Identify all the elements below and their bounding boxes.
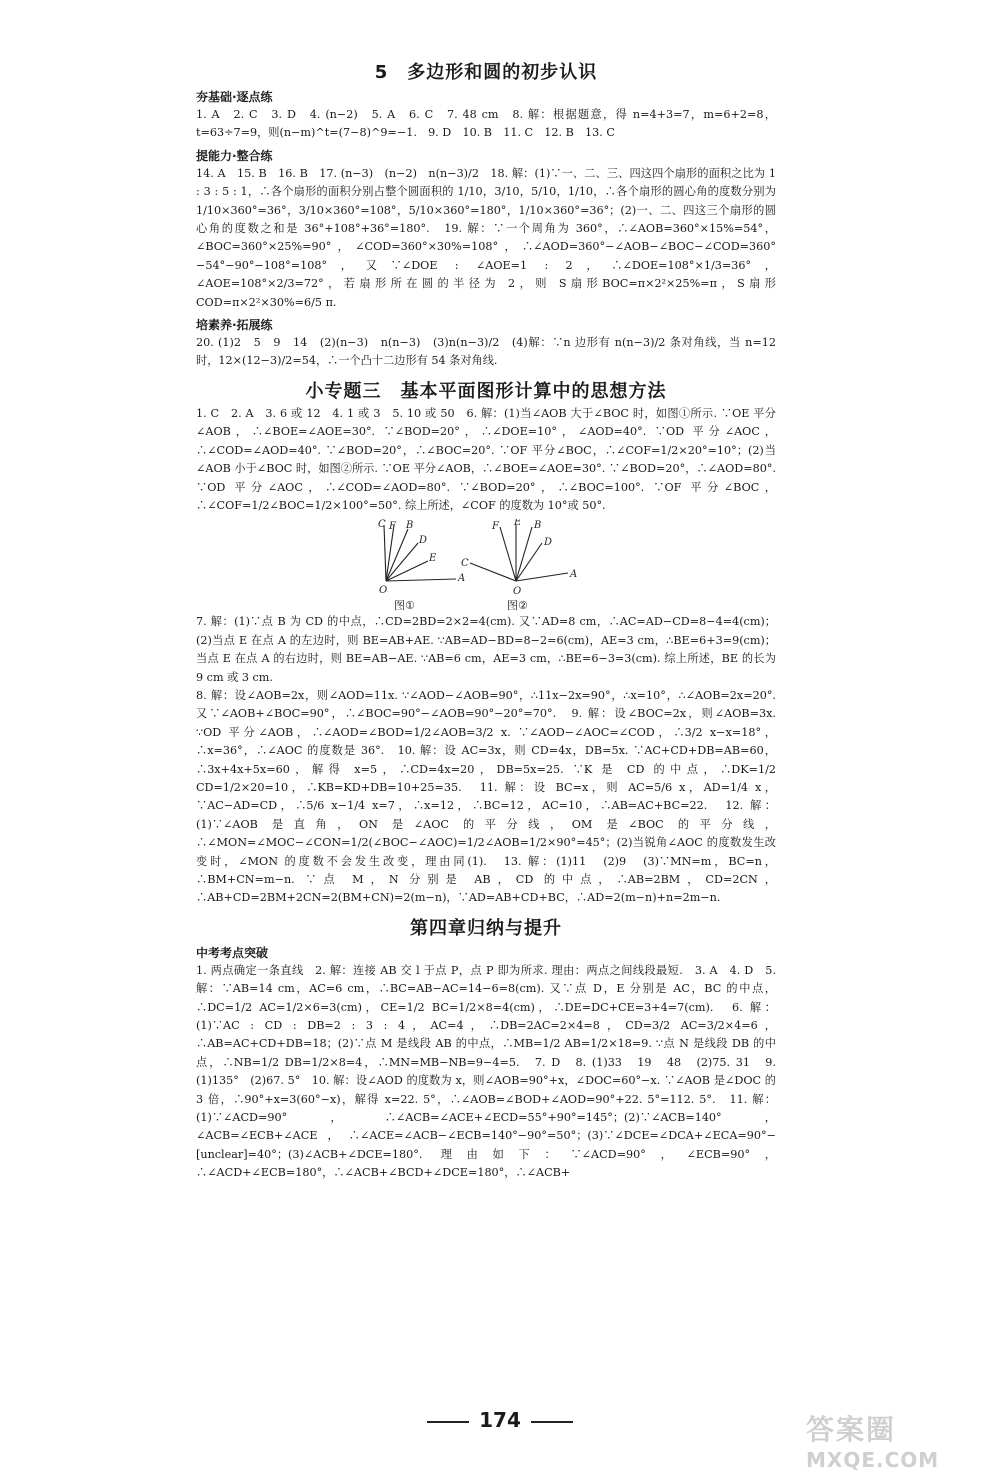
watermark-url: MXQE.COM (806, 1448, 940, 1472)
fig2-label-d: D (544, 537, 553, 549)
fig2-label-o: O (513, 586, 522, 598)
fig1-label-a: A (458, 573, 466, 585)
section-title-polygon-circle: 5 多边形和圆的初步认识 (374, 62, 598, 83)
subsection-exam-points: 中考考点突破 (196, 945, 269, 960)
page-number (380, 1408, 620, 1432)
page-number-dash-right (531, 1421, 573, 1423)
page-number-text: 174 (479, 1408, 521, 1432)
answer-page (196, 52, 776, 1183)
fig1-label-d: D (419, 535, 428, 547)
fig1-label-c: C (378, 519, 386, 531)
fig1-label-f: F (389, 521, 396, 533)
section-title-chapter-summary: 第四章归纳与提升 (410, 917, 562, 939)
fig1-label-e: E (429, 553, 437, 565)
angle-figures (196, 519, 776, 611)
fig2-label-c: C (461, 558, 469, 570)
fig1-caption: 图① (394, 599, 415, 612)
figure-2 (470, 525, 568, 581)
answers-special-topic-2: 7. 解：(1)∵点 B 为 CD 的中点，∴CD=2BD=2×2=4(cm). 又∵AD=8 cm，∴AC=AD−CD=8−4=4(cm)；(2)当点 E 在点 A 的左边时，则 BE=AB+AE. ∵AB=AD−BD=8−2=6(cm)，AE=3 cm，∴BE=6+3=9(cm)；当点 E 在点 A 的右边时，则 BE=AB−AE. ∵AB=6 cm，AE=3 cm，∴BE=6−3=3(cm). 综上所述，BE 的长为 9 cm 或 3 cm. 8. 解：设∠AOB=2x，则∠AOD=11x. ∵∠AOD−∠AOB=90°，∴11x−2x=90°，∴x=10°，∴∠AOB=2x=20°. 又∵∠AOB+∠BOC=90°，∴∠BOC=90°−∠AOB=90°−20°=70°. 9. 解：设∠BOC=2x，则∠AOB=3x. ∵OD 平分∠AOB，∴∠AOD=∠BOD=1/2∠AOB=3/2 x. ∵∠AOD−∠AOC=∠COD，∴3/2 x−x=18°，∴x=36°，∴∠AOC 的度数是 36°. 10. 解：设 AC=3x，则 CD=4x，DB=5x. ∵AC+CD+DB=AB=60，∴3x+4x+5x=60，解得 x=5，∴CD=4x=20，DB=5x=25. ∵K 是 CD 的中点，∴DK=1/2 CD=1/2×20=10，∴KB=KD+DB=10+25=35. 11. 解：设 BC=x，则 AC=5/6 x，AD=1/4 x，∵AC−AD=CD，∴5/6 x−1/4 x=7，∴x=12，∴BC=12，AC=10，∴AB=AC+BC=22. 12. 解：(1)∵∠AOB 是直角，ON 是∠AOC 的平分线，OM 是∠BOC 的平分线，∴∠MON=∠MOC−∠CON=1/2(∠BOC−∠AOC)=1/2∠AOB=1/2×90°=45°；(2)当锐角∠AOC 的度数发生改变时，∠MON 的度数不会发生改变，理由同(1). 13. 解：(1)11 (2)9 (3)∵MN=m，BC=n，∴BM+CN=m−n. ∵点 M，N 分别是 AB，CD 的中点，∴AB=2BM，CD=2CN，∴AB+CD=2BM+2CN=2(BM+CN)=2(m−n)，∵AD=AB+CD+BC，∴AD=2(m−n)+n=2m−n. (196, 615, 776, 905)
answers-ability: 14. A 15. B 16. B 17. (n−3) (n−2) n(n−3)/2 18. 解：(1)∵一、二、三、四这四个扇形的面积之比为 1 : 3 : 5 : 1，∴各个扇形的面积分别占整个圆面积的 1/10，3/10，5/10，1/10，∴各个扇形的圆心角的度数分别为 1/10×360°=36°，3/10×360°=108°，5/10×360°=180°，1/10×360°=36°；(2)一、二、四这三个扇形的圆心角的度数之和是 36°+108°+36°=180°. 19. 解：∵一个周角为 360°，∴∠AOB=360°×15%=54°，∠BOC=360°×25%=90°，∠COD=360°×30%=108°，∴∠AOD=360°−∠AOB−∠BOC−∠COD=360°−54°−90°−108°=108°，又∵∠DOE : ∠AOE=1 : 2，∴∠DOE=108°×1/3=36°，∠AOE=108°×2/3=72°，若扇形所在圆的半径为 2，则 S扇形BOC=π×2²×25%=π，S扇形COD=π×2²×30%=6/5 π. (196, 166, 776, 309)
watermark-logo-text: 答案圈 (806, 1413, 897, 1446)
fig2-caption: 图② (507, 599, 528, 612)
fig2-label-f: F (492, 521, 499, 533)
answers-basic: 1. A 2. C 3. D 4. (n−2) 5. A 6. C 7. 48 cm 8. 解：根据题意，得 n=4+3=7，m=6+2=8，t=63÷7=9，则(n−m)^t=(7−8)^9=−1. 9. D 10. B 11. C 12. B 13. C (196, 108, 776, 140)
subsection-extension-practice: 培素养·拓展练 (196, 318, 273, 333)
answers-extension: 20. (1)2 5 9 14 (2)(n−3) n(n−3) (3)n(n−3)/2 (4)解：∵n 边形有 n(n−3)/2 条对角线，当 n=12 时，12×(12−3)/2=54，∴一个凸十二边形有 54 条对角线. (196, 336, 776, 368)
figure-1 (384, 525, 456, 581)
subsection-basic-practice: 夯基础·逐点练 (196, 90, 273, 104)
answers-chapter-summary: 1. 两点确定一条直线 2. 解：连接 AB 交 l 于点 P，点 P 即为所求. 理由：两点之间线段最短. 3. A 4. D 5. 解：∵AB=14 cm，AC=6 cm，∴BC=AB−AC=14−6=8(cm). 又∵点 D，E 分别是 AC，BC 的中点，∴DC=1/2 AC=1/2×6=3(cm)，CE=1/2 BC=1/2×8=4(cm)，∴DE=DC+CE=3+4=7(cm). 6. 解：(1)∵AC : CD : DB=2 : 3 : 4，AC=4，∴DB=2AC=2×4=8，CD=3/2 AC=3/2×4=6，∴AB=AC+CD+DB=18；(2)∵点 M 是线段 AB 的中点，∴MB=1/2 AB=1/2×18=9. ∵点 N 是线段 DB 的中点，∴NB=1/2 DB=1/2×8=4，∴MN=MB−NB=9−4=5. 7. D 8. (1)33 19 48 (2)75. 31 9. (1)135° (2)67. 5° 10. 解：设∠AOD 的度数为 x，则∠AOB=90°+x，∠DOC=60°−x. ∵∠AOB 是∠DOC 的 3 倍，∴90°+x=3(60°−x)，解得 x=22. 5°，∴∠AOB=∠BOD+∠AOD=90°+22. 5°=112. 5°. 11. 解：(1)∵∠ACD=90°，∴∠ACB=∠ACE+∠ECD=55°+90°=145°；(2)∵∠ACB=140°，∠ACB=∠ECB+∠ACE，∴∠ACE=∠ACB−∠ECB=140°−90°=50°；(3)∵∠DCE=∠DCA+∠ECA=90°−[unclear]=40°；(3)∠ACB+∠DCE=180°. 理由如下：∵∠ACD=90°，∠ECB=90°，∴∠ACD+∠ECB=180°，∴∠ACB+∠BCD+∠DCE=180°，∴∠ACB+ (196, 963, 776, 1180)
fig2-label-a: A (570, 569, 578, 581)
site-watermark (806, 1408, 996, 1472)
fig1-label-b: B (406, 520, 414, 532)
fig2-label-e: E (514, 519, 522, 529)
angle-diagrams (364, 519, 584, 611)
fig1-label-o: O (379, 585, 388, 597)
subsection-ability-practice: 提能力·整合练 (196, 148, 273, 163)
page-number-dash-left (427, 1421, 469, 1423)
fig2-label-b: B (534, 520, 542, 532)
section-title-special-topic: 小专题三 基本平面图形计算中的思想方法 (305, 380, 667, 402)
answers-special-topic-1: 1. C 2. A 3. 6 或 12 4. 1 或 3 5. 10 或 50 6. 解：(1)当∠AOB 大于∠BOC 时，如图①所示. ∵OE 平分∠AOB，∴∠BOE=∠AOE=30°. ∵∠BOD=20°，∴∠DOE=10°，∠AOD=40°. ∵OD 平分∠AOC，∴∠COD=∠AOD=40°. ∵∠BOD=20°，∴∠BOC=20°. ∵OF 平分∠BOC，∴∠COF=1/2×20°=10°；(2)当∠AOB 小于∠BOC 时，如图②所示. ∵OE 平分∠AOB，∴∠BOE=∠AOE=30°. ∵∠BOD=20°，∴∠AOD=80°. ∵OD 平分∠AOC，∴∠COD=∠AOD=80°. ∵∠BOD=20°，∴∠BOC=100°. ∵OF 平分∠BOC，∴∠COF=1/2∠BOC=1/2×100°=50°. 综上所述，∠COF 的度数为 10°或 50°. (196, 406, 776, 512)
